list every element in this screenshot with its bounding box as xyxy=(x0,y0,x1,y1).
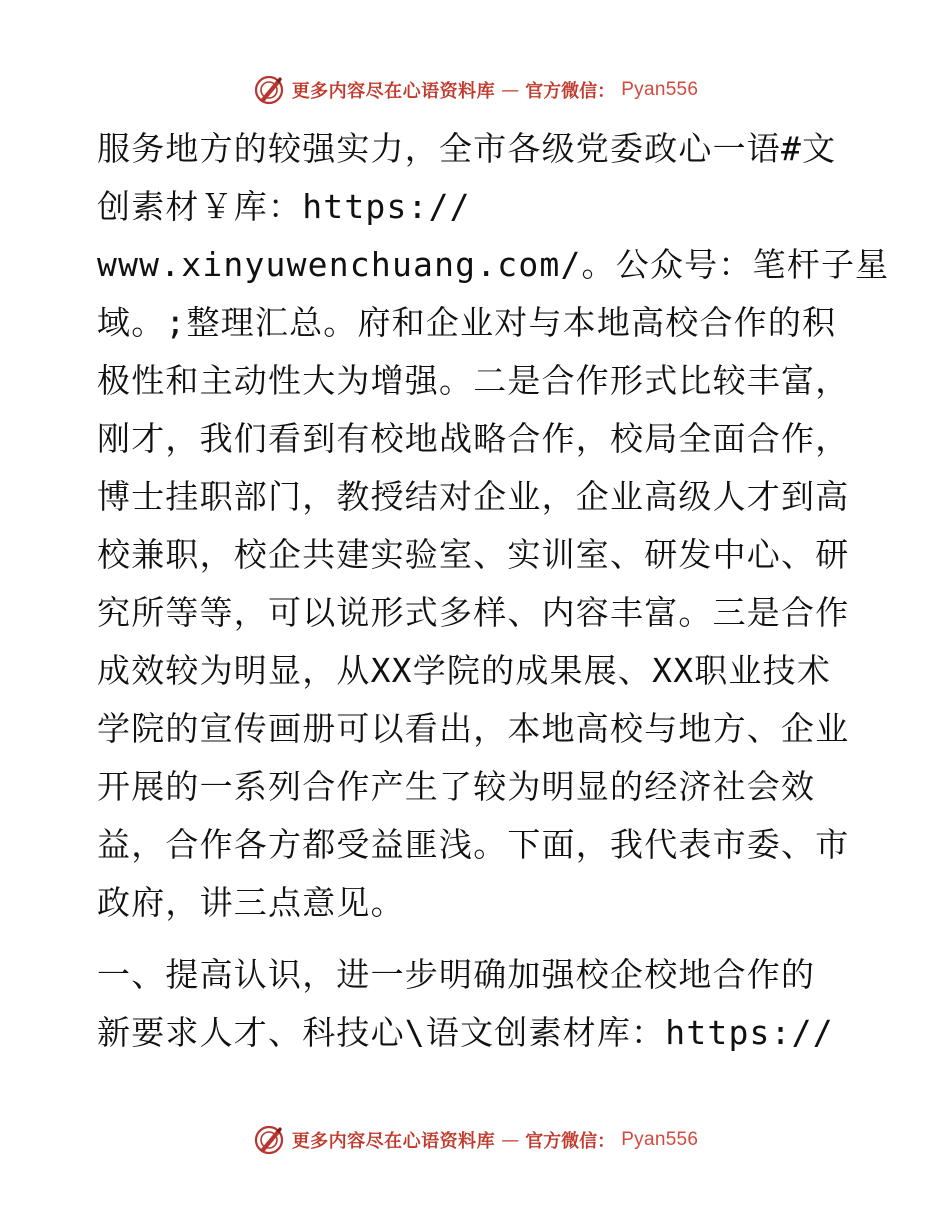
section-heading-line: 一、提高认识，进一步明确加强校企校地合作的 xyxy=(97,955,816,994)
paragraph-gap xyxy=(97,932,857,946)
text-line: 究所等等，可以说形式多样、内容丰富。三是合作 xyxy=(97,593,850,632)
text-line: 域。;整理汇总。府和企业对与本地高校合作的积 xyxy=(97,303,837,342)
text-line: 开展的一系列合作产生了较为明显的经济社会效 xyxy=(97,767,816,806)
banner-wechat-id: Pyan556 xyxy=(621,1129,699,1150)
text-line: 服务地方的较强实力，全市各级党委政心一语#文 xyxy=(97,129,837,168)
pen-seal-logo-icon xyxy=(252,73,286,107)
banner-dash: — xyxy=(501,1129,520,1151)
text-line: 学院的宣传画册可以看出，本地高校与地方、企业 xyxy=(97,709,850,748)
text-line: 校兼职，校企共建实验室、实训室、研发中心、研 xyxy=(97,535,850,574)
text-line: 创素材￥库：https:// xyxy=(97,187,471,226)
banner-dash: — xyxy=(501,79,520,101)
banner-wechat-id: Pyan556 xyxy=(621,79,699,100)
banner-slogan: 更多内容尽在心语资料库 xyxy=(291,81,496,102)
text-line: 新要求人才、科技心\语文创素材库：https:// xyxy=(97,1013,834,1052)
text-line: 博士挂职部门，教授结对企业，企业高级人才到高 xyxy=(97,477,850,516)
banner-slogan: 更多内容尽在心语资料库 xyxy=(291,1131,496,1152)
banner-wechat-label: 官方微信： xyxy=(525,1131,616,1152)
pen-seal-logo-icon xyxy=(252,1123,286,1157)
banner-wechat-label: 官方微信： xyxy=(525,81,616,102)
text-line: 益，合作各方都受益匪浅。下面，我代表市委、市 xyxy=(97,825,850,864)
text-line: 极性和主动性大为增强。二是合作形式比较丰富， xyxy=(97,361,850,400)
text-line: www.xinyuwenchuang.com/。公众号：笔杆子星 xyxy=(97,245,890,284)
document-body xyxy=(97,120,890,1062)
footer-banner xyxy=(0,1118,950,1162)
header-banner xyxy=(0,68,950,112)
text-line: 成效较为明显，从XX学院的成果展、XX职业技术 xyxy=(97,651,832,690)
text-line: 政府，讲三点意见。 xyxy=(97,883,405,922)
text-line: 刚才，我们看到有校地战略合作，校局全面合作， xyxy=(97,419,850,458)
